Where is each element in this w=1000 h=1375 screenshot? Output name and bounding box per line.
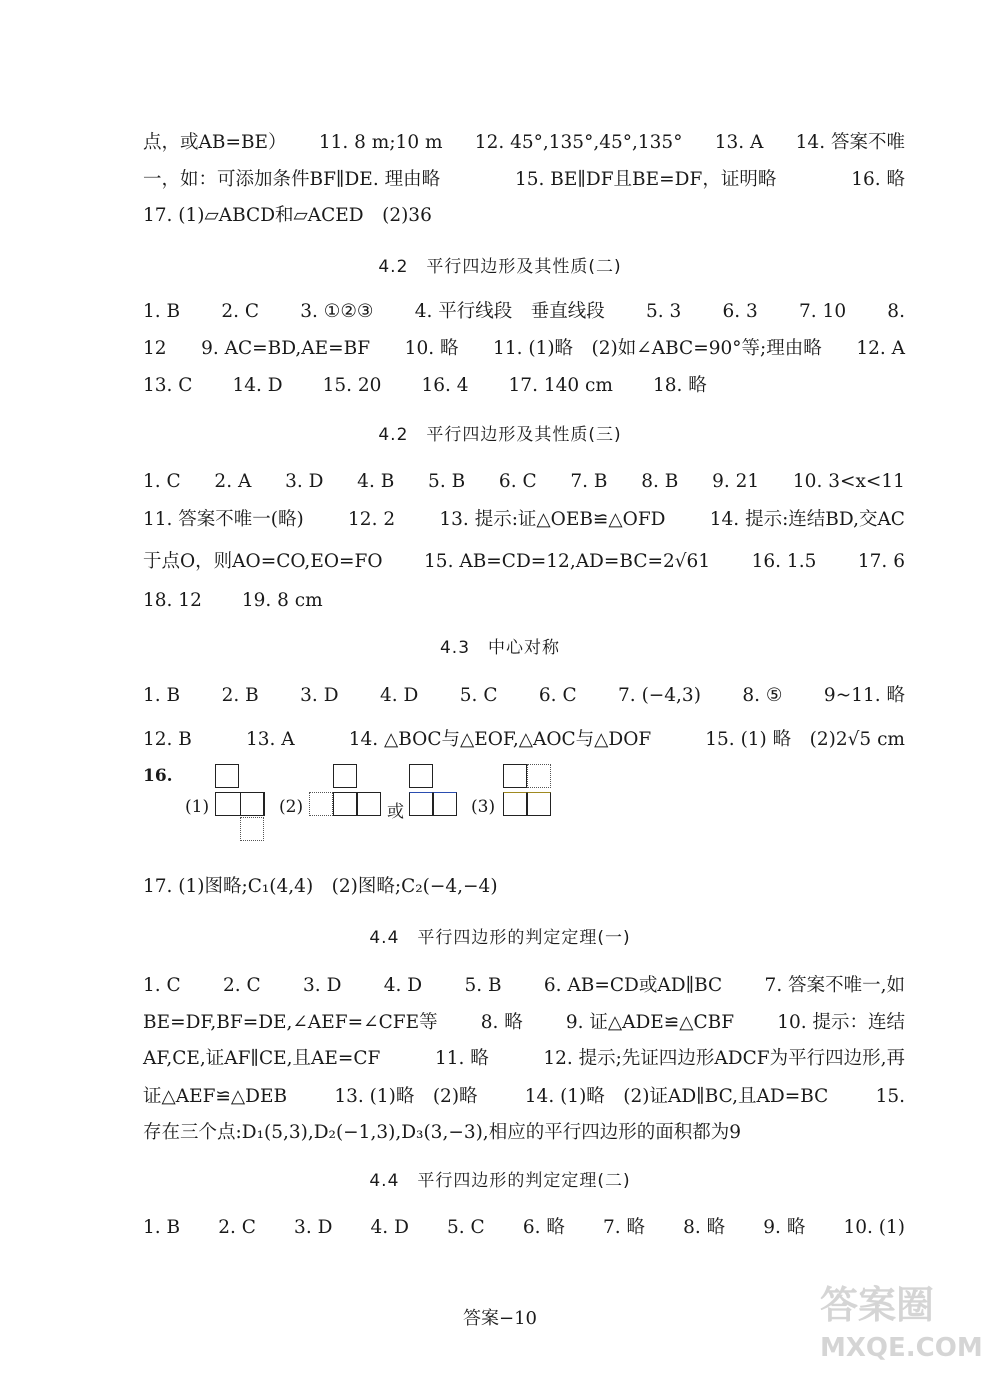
- answer-item: 3. D: [294, 1217, 333, 1238]
- answer-item: 1. C: [143, 975, 181, 996]
- answer-item: 6. C: [538, 685, 577, 706]
- answer-item: 16. 1.5: [751, 551, 817, 572]
- answer-item: 12. 2: [348, 509, 396, 530]
- section-heading: 4.4 平行四边形的判定定理(二): [369, 1171, 631, 1191]
- q16-number: 16.: [143, 766, 173, 786]
- section-heading: 4.4 平行四边形的判定定理(一): [369, 928, 631, 948]
- answer-item: 16. 4: [421, 375, 469, 396]
- answer-item: 5. C: [459, 685, 498, 706]
- answer-line: [143, 337, 905, 361]
- answer-item: 证△AEF≌△DEB: [143, 1086, 288, 1107]
- answer-item: 6. C: [498, 471, 537, 492]
- answer-item: 8. 略: [480, 1012, 523, 1033]
- answer-item: 13. C: [143, 375, 193, 396]
- answer-item: 13. A: [245, 729, 295, 750]
- answer-item: 8. 略: [683, 1217, 726, 1238]
- answer-line: [143, 374, 905, 398]
- section-heading: 4.2 平行四边形及其性质(二): [378, 257, 622, 277]
- answer-item: 10. 提示：连结: [777, 1012, 905, 1033]
- answer-item: 7. (−4,3): [618, 685, 701, 706]
- answer-item: 12. A: [856, 338, 905, 359]
- page-number: 答案−10: [463, 1308, 537, 1329]
- answer-item: 1. B: [143, 301, 181, 322]
- answer-item: 1. B: [143, 1217, 181, 1238]
- answer-item: 16. 略: [851, 169, 905, 190]
- answer-item: AF,CE,证AF∥CE,且AE=CF: [143, 1048, 381, 1069]
- answer-item: 10. 3<x<11: [792, 471, 905, 492]
- answer-item: 13. (1)略 (2)略: [334, 1086, 478, 1107]
- answer-item: 9. 21: [712, 471, 760, 492]
- answer-line: [143, 168, 905, 192]
- answer-line: [143, 1085, 905, 1109]
- answer-item: 12. 45°,135°,45°,135°: [474, 132, 683, 153]
- answer-item: 14. 答案不唯: [795, 132, 905, 153]
- answer-line: [143, 974, 905, 998]
- answer-item: 5. 3: [645, 301, 682, 322]
- answer-line: [143, 300, 905, 324]
- answer-item: 点，或AB=BE）: [143, 132, 287, 153]
- answer-item: 7. B: [570, 471, 608, 492]
- answer-item: 15. 20: [322, 375, 382, 396]
- answer-line: [143, 470, 905, 494]
- watermark-site: MXQE.COM: [820, 1333, 983, 1363]
- answer-item: 4. B: [357, 471, 395, 492]
- net-label-2: (2): [279, 797, 304, 817]
- or-label: 或: [387, 802, 404, 822]
- answer-item: 2. C: [223, 975, 261, 996]
- answer-line: [143, 875, 905, 899]
- answer-item: BE=DF,BF=DE,∠AEF=∠CFE等: [143, 1012, 438, 1033]
- answer-item: 2. C: [221, 301, 260, 322]
- section-heading: 4.2 平行四边形及其性质(三): [378, 425, 622, 445]
- answer-item: 18. 略: [652, 375, 707, 396]
- answer-item: 11. 8 m;10 m: [318, 132, 443, 153]
- answer-line: [143, 1121, 905, 1145]
- answer-item: 3. ①②③: [300, 301, 374, 322]
- answer-item: 于点O，则AO=CO,EO=FO: [143, 551, 383, 572]
- answer-line: [143, 728, 905, 752]
- answer-item: 10. 略: [404, 338, 459, 359]
- answer-item: 12. 提示;先证四边形ADCF为平行四边形,再: [543, 1048, 905, 1069]
- answer-item: 3. D: [303, 975, 342, 996]
- answer-item: 8. ⑤: [742, 685, 783, 706]
- answer-item: 4. D: [379, 685, 419, 706]
- answer-line: [143, 1216, 905, 1240]
- answer-item: 15. AB=CD=12,AD=BC=2√61: [424, 551, 711, 572]
- answer-line: [143, 1047, 905, 1071]
- answer-item: 10. (1): [843, 1217, 905, 1238]
- answer-item: 4. 平行线段 垂直线段: [414, 301, 605, 322]
- answer-item: 5. C: [447, 1217, 485, 1238]
- answer-item: 11. 答案不唯一(略): [143, 509, 304, 530]
- answer-item: 2. C: [218, 1217, 256, 1238]
- answer-item: 2. A: [214, 471, 252, 492]
- answer-line: [143, 589, 905, 613]
- answer-item: 4. D: [383, 975, 423, 996]
- answer-item: 2. B: [221, 685, 259, 706]
- answer-item: 9~11. 略: [823, 685, 905, 706]
- answer-item: 3. D: [285, 471, 324, 492]
- watermark-brand: 答案圈: [820, 1283, 935, 1327]
- answer-item: 17. 140 cm: [508, 375, 613, 396]
- answer-item: 17. (1)▱ABCD和▱ACED (2)36: [143, 205, 432, 226]
- answer-item: 9. 证△ADE≌△CBF: [565, 1012, 735, 1033]
- answer-line: [143, 684, 905, 708]
- answer-item: 17. (1)图略;C₁(4,4) (2)图略;C₂(−4,−4): [143, 876, 498, 897]
- answer-item: 6. 略: [522, 1217, 565, 1238]
- answer-item: 8.: [887, 301, 905, 322]
- q16-net-figures: [143, 760, 603, 870]
- answer-item: 存在三个点:D₁(5,3),D₂(−1,3),D₃(3,−3),相应的平行四边形的面积都为9: [143, 1122, 741, 1143]
- answer-item: 7. 略: [602, 1217, 646, 1238]
- section-heading: 4.3 中心对称: [439, 638, 561, 658]
- answer-item: 12. B: [143, 729, 192, 750]
- answer-item: 14. D: [232, 375, 283, 396]
- answer-item: 11. 略: [434, 1048, 489, 1069]
- answer-item: 15.: [875, 1086, 905, 1107]
- answer-item: 6. 3: [722, 301, 758, 322]
- answer-item: 18. 12: [143, 590, 202, 611]
- answer-item: 1. C: [143, 471, 181, 492]
- net-label-3: (3): [471, 797, 496, 817]
- answer-item: 12: [143, 338, 167, 359]
- answer-item: 7. 10: [799, 301, 847, 322]
- answer-item: 13. A: [714, 132, 764, 153]
- answer-item: 14. 提示:连结BD,交AC: [709, 509, 905, 530]
- answer-line: [143, 131, 905, 155]
- net-label-1: (1): [185, 797, 210, 817]
- answer-item: 17. 6: [857, 551, 905, 572]
- answer-item: 9. AC=BD,AE=BF: [201, 338, 371, 359]
- answer-item: 1. B: [143, 685, 181, 706]
- answer-item: 14. △BOC与△EOF,△AOC与△DOF: [348, 729, 652, 750]
- answer-item: 6. AB=CD或AD∥BC: [543, 975, 723, 996]
- answer-item: 15. BE∥DF且BE=DF，证明略: [514, 169, 777, 190]
- answer-item: 11. (1)略 (2)如∠ABC=90°等;理由略: [493, 338, 822, 359]
- answer-item: 15. (1) 略 (2)2√5 cm: [705, 729, 905, 750]
- answer-item: 4. D: [370, 1217, 409, 1238]
- answer-line: [143, 204, 905, 228]
- answer-item: 19. 8 cm: [241, 590, 323, 611]
- answer-item: 一，如：可添加条件BF∥DE. 理由略: [143, 169, 441, 190]
- answer-item: 14. (1)略 (2)证AD∥BC,且AD=BC: [524, 1086, 829, 1107]
- answer-item: 3. D: [300, 685, 339, 706]
- answer-line: [143, 508, 905, 532]
- answer-item: 5. B: [428, 471, 466, 492]
- watermark-logo: [800, 1270, 990, 1365]
- answer-line: [143, 1011, 905, 1035]
- answer-item: 7. 答案不唯一,如: [764, 975, 905, 996]
- answer-item: 9. 略: [763, 1217, 806, 1238]
- answer-item: 5. B: [464, 975, 502, 996]
- answer-item: 13. 提示:证△OEB≌△OFD: [439, 509, 666, 530]
- answer-line: [143, 550, 905, 574]
- answer-item: 8. B: [641, 471, 679, 492]
